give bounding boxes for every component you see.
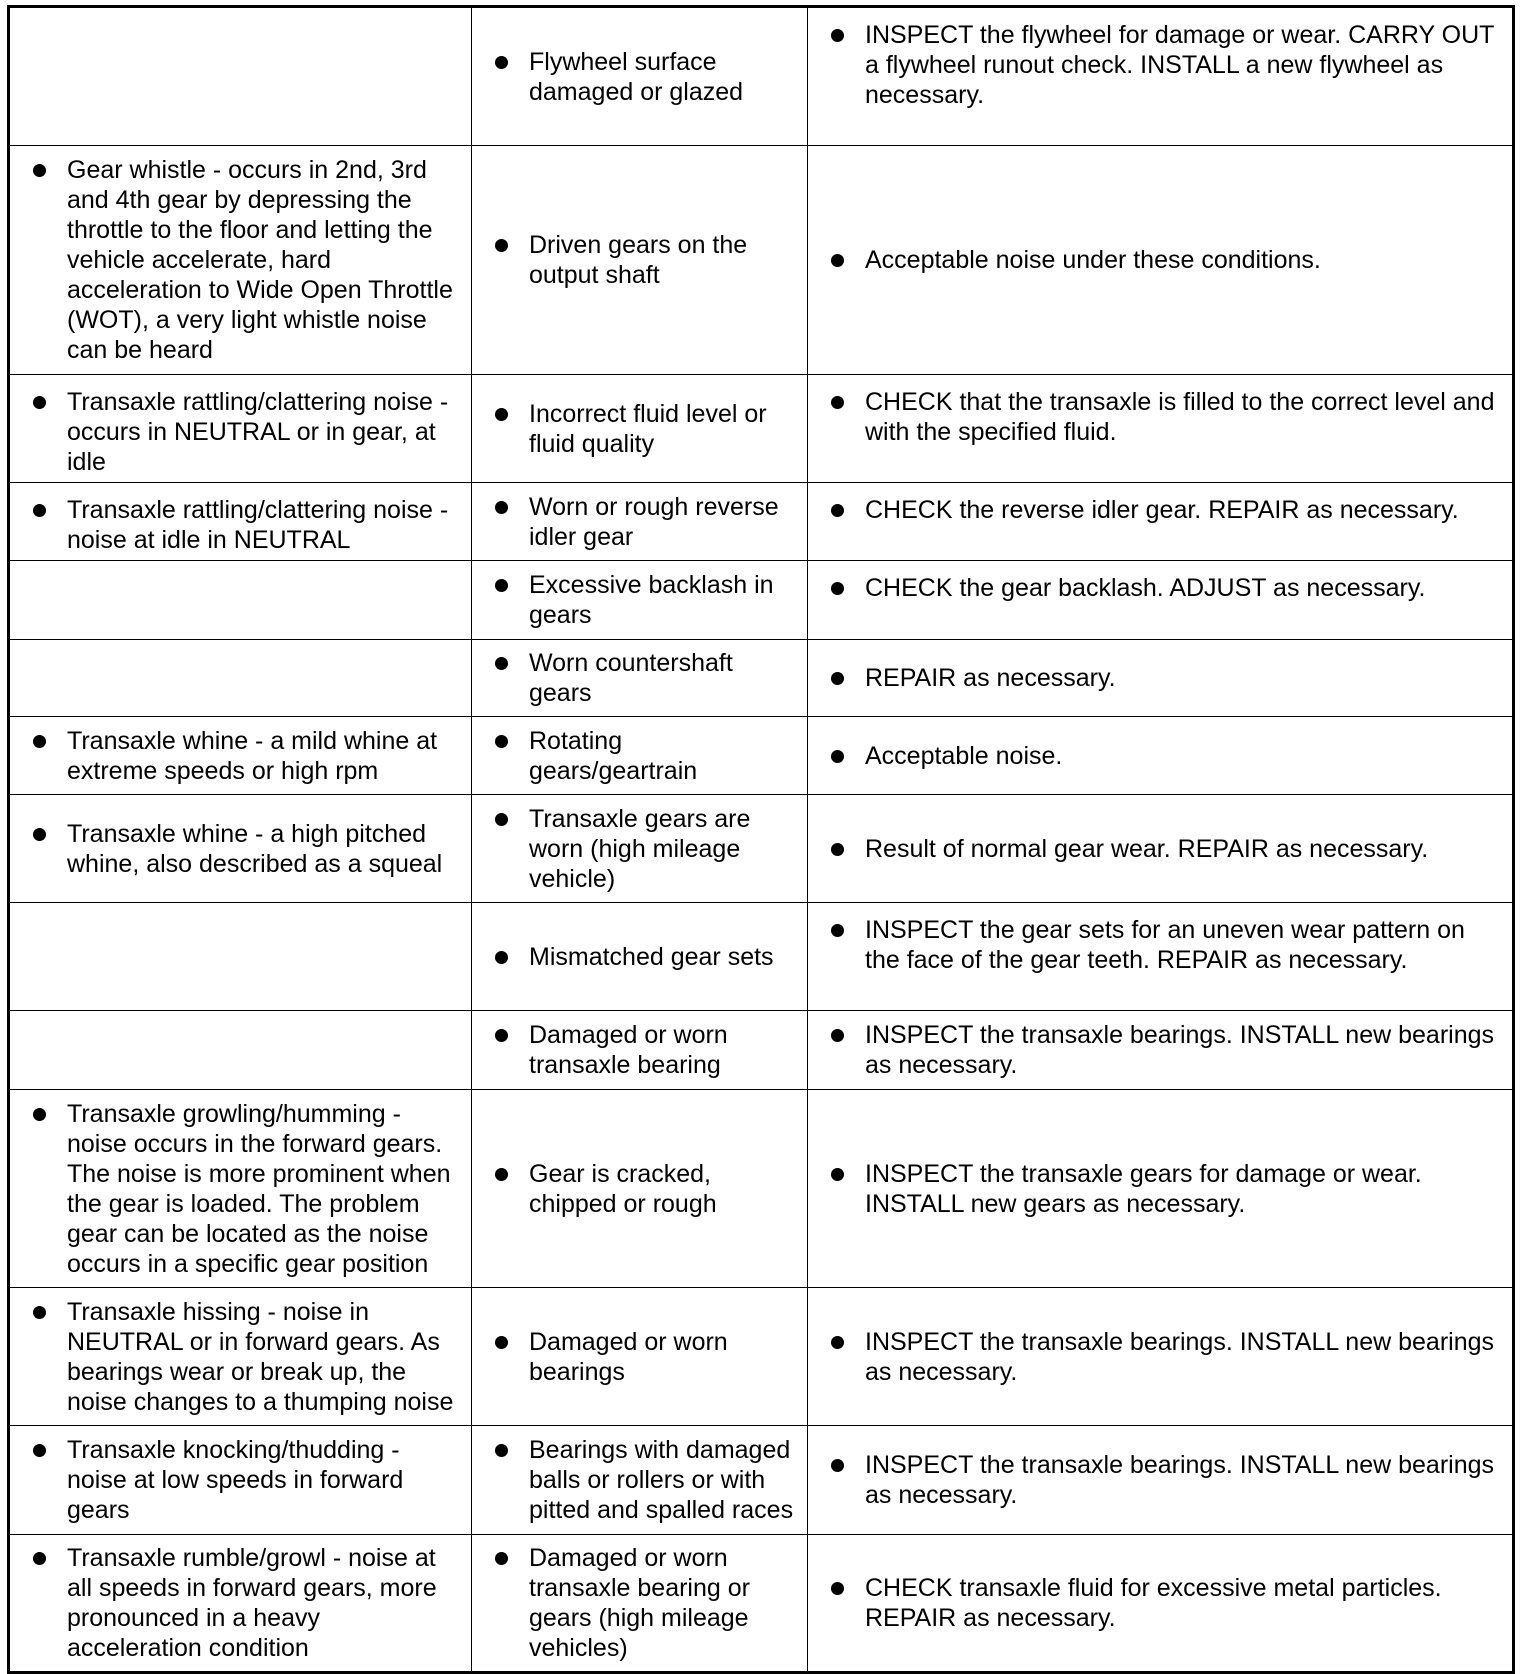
bullet-icon xyxy=(831,924,844,937)
action-item xyxy=(831,1573,1502,1633)
cause-item xyxy=(495,1159,797,1219)
cause-cell xyxy=(472,903,808,1011)
action-item xyxy=(831,245,1502,275)
bullet-icon xyxy=(495,1029,508,1042)
bullet-icon xyxy=(495,239,508,252)
table-row xyxy=(9,1288,1514,1426)
condition-text: Transaxle knocking/thudding - noise at low speeds in forward gears xyxy=(67,1436,404,1524)
cause-item xyxy=(495,47,797,107)
action-text: Acceptable noise under these conditions. xyxy=(865,246,1321,274)
cause-cell xyxy=(472,1288,808,1426)
action-cell xyxy=(808,640,1514,717)
condition-cell xyxy=(9,146,472,375)
cause-item xyxy=(495,804,797,894)
cause-item xyxy=(495,492,797,552)
action-cell xyxy=(808,483,1514,561)
action-text: INSPECT the transaxle bearings. INSTALL new bearings as necessary. xyxy=(865,1451,1495,1509)
action-item xyxy=(831,1159,1502,1219)
action-cell xyxy=(808,1090,1514,1288)
bullet-icon xyxy=(495,56,508,69)
condition-item xyxy=(33,155,461,365)
condition-item xyxy=(33,1099,461,1279)
cause-item xyxy=(495,1435,797,1525)
cause-text: Driven gears on the output shaft xyxy=(529,231,748,289)
action-item xyxy=(831,915,1502,975)
action-cell xyxy=(808,795,1514,903)
action-item xyxy=(831,1450,1502,1510)
table-row xyxy=(9,1090,1514,1288)
bullet-icon xyxy=(33,1444,46,1457)
cause-cell xyxy=(472,717,808,795)
bullet-icon xyxy=(831,1029,844,1042)
bullet-icon xyxy=(831,843,844,856)
action-cell xyxy=(808,1535,1514,1673)
bullet-icon xyxy=(831,1582,844,1595)
bullet-icon xyxy=(33,396,46,409)
bullet-icon xyxy=(831,254,844,267)
diagnosis-table-body xyxy=(9,7,1514,1673)
action-text: REPAIR as necessary. xyxy=(865,664,1116,692)
cause-item xyxy=(495,942,797,972)
cause-item xyxy=(495,230,797,290)
bullet-icon xyxy=(495,1168,508,1181)
action-item xyxy=(831,834,1502,864)
bullet-icon xyxy=(495,1336,508,1349)
condition-cell xyxy=(9,640,472,717)
action-cell xyxy=(808,1011,1514,1090)
condition-text: Transaxle rattling/clattering noise - occurs in NEUTRAL or in gear, at idle xyxy=(67,388,449,476)
action-text: CHECK that the transaxle is filled to the correct level and with the specified fluid. xyxy=(865,388,1495,446)
action-item xyxy=(831,1020,1502,1080)
condition-cell xyxy=(9,1011,472,1090)
bullet-icon xyxy=(495,657,508,670)
action-item xyxy=(831,495,1502,525)
bullet-icon xyxy=(831,750,844,763)
cause-text: Flywheel surface damaged or glazed xyxy=(529,47,744,106)
condition-cell xyxy=(9,795,472,903)
condition-text: Transaxle rattling/clattering noise - noise at idle in NEUTRAL xyxy=(67,496,449,554)
bullet-icon xyxy=(495,501,508,514)
cause-cell xyxy=(472,640,808,717)
condition-cell xyxy=(9,375,472,483)
bullet-icon xyxy=(831,504,844,517)
condition-item xyxy=(33,819,461,879)
action-text: INSPECT the transaxle gears for damage or wear. INSTALL new gears as necessary. xyxy=(865,1159,1422,1218)
action-cell xyxy=(808,1288,1514,1426)
action-item xyxy=(831,20,1502,110)
action-item xyxy=(831,741,1502,771)
condition-text: Transaxle whine - a high pitched whine, also described as a squeal xyxy=(67,819,443,878)
cause-item xyxy=(495,648,797,708)
table-row xyxy=(9,561,1514,640)
bullet-icon xyxy=(495,1552,508,1565)
table-row xyxy=(9,146,1514,375)
cause-cell xyxy=(472,146,808,375)
cause-text: Mismatched gear sets xyxy=(529,942,774,971)
action-text: INSPECT the gear sets for an uneven wear pattern on the face of the gear teeth. REPAIR as necessary. xyxy=(865,916,1465,974)
cause-text: Transaxle gears are worn (high mileage vehicle) xyxy=(529,804,751,893)
bullet-icon xyxy=(33,504,46,517)
bullet-icon xyxy=(831,1459,844,1472)
condition-text: Gear whistle - occurs in 2nd, 3rd and 4th gear by depressing the throttle to the floor and letting the vehicle accelerate, hard acceleration to Wide Open Throttle (WOT), a very light whistle noise can be heard xyxy=(67,156,453,364)
bullet-icon xyxy=(495,813,508,826)
table-row xyxy=(9,640,1514,717)
cause-cell xyxy=(472,375,808,483)
cause-item xyxy=(495,570,797,630)
table-row xyxy=(9,7,1514,146)
action-text: CHECK the reverse idler gear. REPAIR as necessary. xyxy=(865,496,1459,524)
action-cell xyxy=(808,1426,1514,1535)
action-cell xyxy=(808,903,1514,1011)
action-text: CHECK transaxle fluid for excessive metal particles. REPAIR as necessary. xyxy=(865,1574,1442,1632)
action-cell xyxy=(808,7,1514,146)
condition-text: Transaxle growling/humming - noise occurs in the forward gears. The noise is more prominent when the gear is loaded. The problem gear can be located as the noise occurs in a specific gear position xyxy=(67,1099,451,1278)
action-cell xyxy=(808,375,1514,483)
action-text: INSPECT the transaxle bearings. INSTALL new bearings as necessary. xyxy=(865,1327,1495,1386)
cause-cell xyxy=(472,483,808,561)
action-cell xyxy=(808,561,1514,640)
cause-text: Incorrect fluid level or fluid quality xyxy=(529,399,767,458)
cause-item xyxy=(495,1327,797,1387)
condition-cell xyxy=(9,1535,472,1673)
action-text: INSPECT the flywheel for damage or wear. CARRY OUT a flywheel runout check. INSTALL a new flywheel as necessary. xyxy=(865,21,1494,109)
action-item xyxy=(831,387,1502,447)
condition-cell xyxy=(9,1090,472,1288)
condition-text: Transaxle rumble/growl - noise at all speeds in forward gears, more pronounced in a heavy acceleration condition xyxy=(67,1544,437,1662)
action-text: Acceptable noise. xyxy=(865,741,1063,770)
bullet-icon xyxy=(33,164,46,177)
cause-cell xyxy=(472,1011,808,1090)
table-row xyxy=(9,795,1514,903)
bullet-icon xyxy=(495,951,508,964)
cause-text: Worn or rough reverse idler gear xyxy=(529,492,779,551)
condition-item xyxy=(33,1543,461,1663)
condition-text: Transaxle hissing - noise in NEUTRAL or in forward gears. As bearings wear or break up, the noise changes to a thumping noise xyxy=(67,1297,454,1416)
bullet-icon xyxy=(831,29,844,42)
bullet-icon xyxy=(831,582,844,595)
bullet-icon xyxy=(33,1306,46,1319)
condition-cell xyxy=(9,561,472,640)
bullet-icon xyxy=(495,735,508,748)
action-text: CHECK the gear backlash. ADJUST as necessary. xyxy=(865,574,1426,602)
condition-cell xyxy=(9,1426,472,1535)
bullet-icon xyxy=(33,1108,46,1121)
bullet-icon xyxy=(33,828,46,841)
condition-text: Transaxle whine - a mild whine at extreme speeds or high rpm xyxy=(67,726,438,785)
bullet-icon xyxy=(495,408,508,421)
cause-item xyxy=(495,1020,797,1080)
table-row xyxy=(9,375,1514,483)
condition-cell xyxy=(9,483,472,561)
action-cell xyxy=(808,717,1514,795)
condition-cell xyxy=(9,903,472,1011)
bullet-icon xyxy=(831,672,844,685)
table-row xyxy=(9,1535,1514,1673)
table-row xyxy=(9,1426,1514,1535)
cause-text: Bearings with damaged balls or rollers or with pitted and spalled races xyxy=(529,1436,794,1524)
cause-cell xyxy=(472,1535,808,1673)
cause-cell xyxy=(472,7,808,146)
table-row xyxy=(9,903,1514,1011)
action-item xyxy=(831,1327,1502,1387)
cause-text: Excessive backlash in gears xyxy=(529,571,774,629)
bullet-icon xyxy=(495,579,508,592)
condition-item xyxy=(33,387,461,477)
action-text: INSPECT the transaxle bearings. INSTALL new bearings as necessary. xyxy=(865,1021,1495,1079)
bullet-icon xyxy=(831,1336,844,1349)
action-cell xyxy=(808,146,1514,375)
cause-cell xyxy=(472,1090,808,1288)
cause-text: Gear is cracked, chipped or rough xyxy=(529,1159,717,1218)
table-row xyxy=(9,717,1514,795)
action-item xyxy=(831,663,1502,693)
condition-item xyxy=(33,495,461,555)
cause-cell xyxy=(472,795,808,903)
cause-text: Damaged or worn transaxle bearing xyxy=(529,1021,728,1079)
cause-text: Rotating gears/geartrain xyxy=(529,726,698,785)
cause-text: Worn countershaft gears xyxy=(529,649,733,707)
bullet-icon xyxy=(33,735,46,748)
action-item xyxy=(831,573,1502,603)
condition-item xyxy=(33,726,461,786)
action-text: Result of normal gear wear. REPAIR as necessary. xyxy=(865,834,1429,863)
condition-item xyxy=(33,1297,461,1417)
cause-item xyxy=(495,1543,797,1663)
condition-cell xyxy=(9,1288,472,1426)
table-row xyxy=(9,483,1514,561)
bullet-icon xyxy=(831,396,844,409)
cause-cell xyxy=(472,561,808,640)
bullet-icon xyxy=(33,1552,46,1565)
cause-cell xyxy=(472,1426,808,1535)
condition-cell xyxy=(9,717,472,795)
cause-text: Damaged or worn bearings xyxy=(529,1327,728,1386)
diagnosis-table xyxy=(7,5,1515,1674)
bullet-icon xyxy=(495,1444,508,1457)
cause-item xyxy=(495,726,797,786)
condition-cell xyxy=(9,7,472,146)
cause-text: Damaged or worn transaxle bearing or gears (high mileage vehicles) xyxy=(529,1544,750,1662)
bullet-icon xyxy=(831,1168,844,1181)
table-row xyxy=(9,1011,1514,1090)
cause-item xyxy=(495,399,797,459)
condition-item xyxy=(33,1435,461,1525)
